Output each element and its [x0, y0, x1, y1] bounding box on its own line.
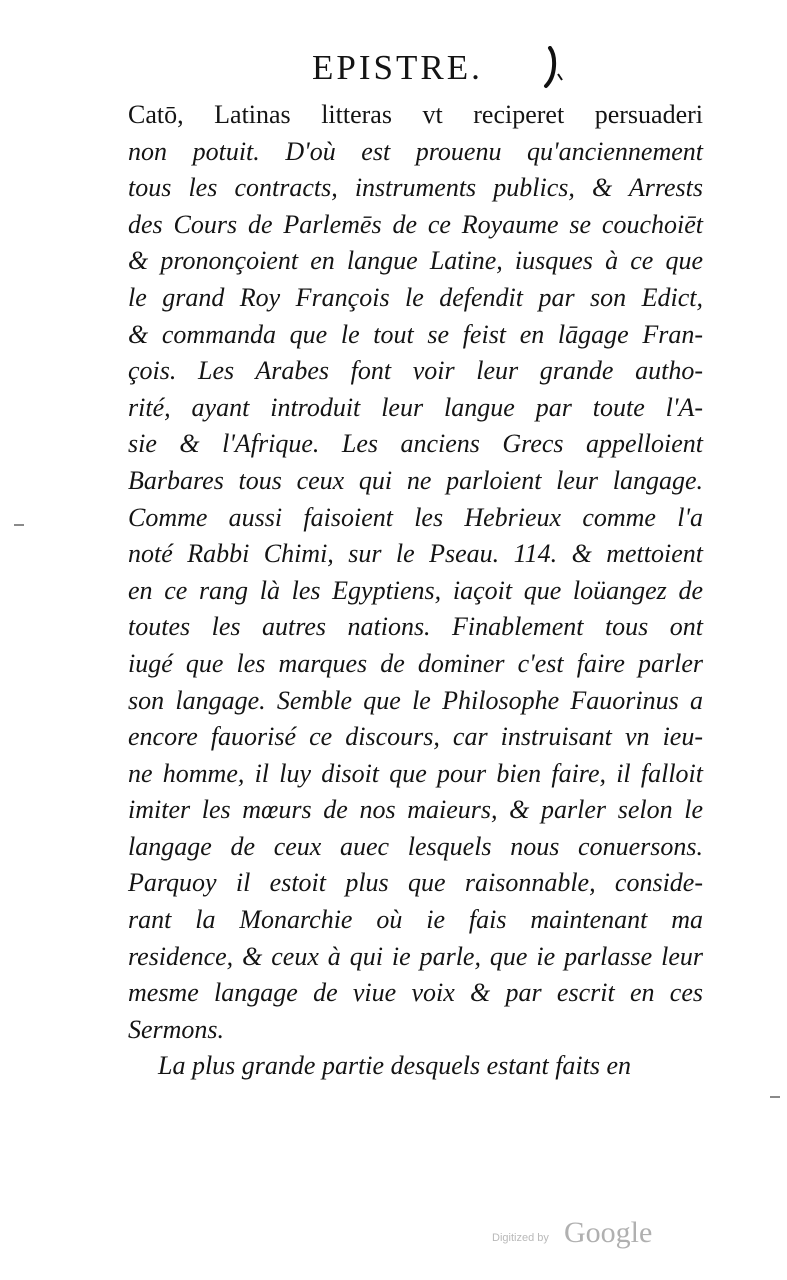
text-line: langage de ceux auec lesquels nous conuersons. — [128, 831, 703, 861]
text-line: imiter les mœurs de nos maieurs, & parler selon le — [128, 795, 703, 825]
watermark-brand-logo: Google — [564, 1216, 653, 1249]
text-line: en ce rang là les Egyptiens, iaçoit que loüangez de — [128, 575, 703, 605]
text-line: non potuit. D'où est prouenu qu'anciennement — [128, 136, 703, 166]
text-line: le grand Roy François le defendit par son Edict, — [128, 282, 703, 312]
page-header-title: EPISTRE. — [312, 48, 483, 87]
margin-tick-mark — [14, 524, 24, 526]
text-line: Comme aussi faisoient les Hebrieux comme l'a — [128, 502, 703, 532]
margin-tick-mark — [770, 1096, 780, 1098]
text-line: Parquoy il estoit plus que raisonnable, conside- — [128, 868, 703, 898]
text-line: Barbares tous ceux qui ne parloient leur langage. — [128, 465, 703, 495]
text-line: iugé que les marques de dominer c'est faire parler — [128, 648, 703, 678]
text-line: Catō, Latinas litteras vt reciperet persuaderi — [128, 100, 703, 129]
digitized-watermark — [492, 1218, 672, 1258]
text-line: rité, ayant introduit leur langue par toute l'A- — [128, 392, 703, 422]
text-line: mesme langage de viue voix & par escrit en ces — [128, 978, 703, 1008]
text-line: encore fauorisé ce discours, car instruisant vn ieu- — [128, 722, 703, 752]
text-line: ne homme, il luy disoit que pour bien faire, il falloit — [128, 758, 703, 788]
running-header — [300, 46, 600, 90]
text-line: rant la Monarchie où ie fais maintenant ma — [128, 905, 703, 935]
text-line: noté Rabbi Chimi, sur le Pseau. 114. & mettoient — [128, 539, 703, 569]
text-line: residence, & ceux à qui ie parle, que ie parlasse leur — [128, 941, 703, 971]
text-line: çois. Les Arabes font voir leur grande autho- — [128, 356, 703, 386]
bracket-mark-icon — [540, 46, 566, 90]
body-text — [128, 97, 703, 1085]
text-line: sie & l'Afrique. Les anciens Grecs appelloient — [128, 429, 703, 459]
text-line: & prononçoient en langue Latine, iusques à ce que — [128, 246, 703, 276]
text-line: des Cours de Parlemēs de ce Royaume se couchoiēt — [128, 209, 703, 239]
text-line: tous les contracts, instruments publics, & Arrests — [128, 173, 703, 203]
text-line: toutes les autres nations. Finablement tous ont — [128, 612, 703, 642]
watermark-prefix: Digitized by — [492, 1232, 549, 1244]
text-line: La plus grande partie desquels estant faits en — [158, 1051, 632, 1081]
text-line: Sermons. — [128, 1014, 225, 1044]
text-line: son langage. Semble que le Philosophe Fauorinus a — [128, 685, 703, 715]
text-line: & commanda que le tout se feist en lāgage Fran- — [128, 319, 703, 349]
